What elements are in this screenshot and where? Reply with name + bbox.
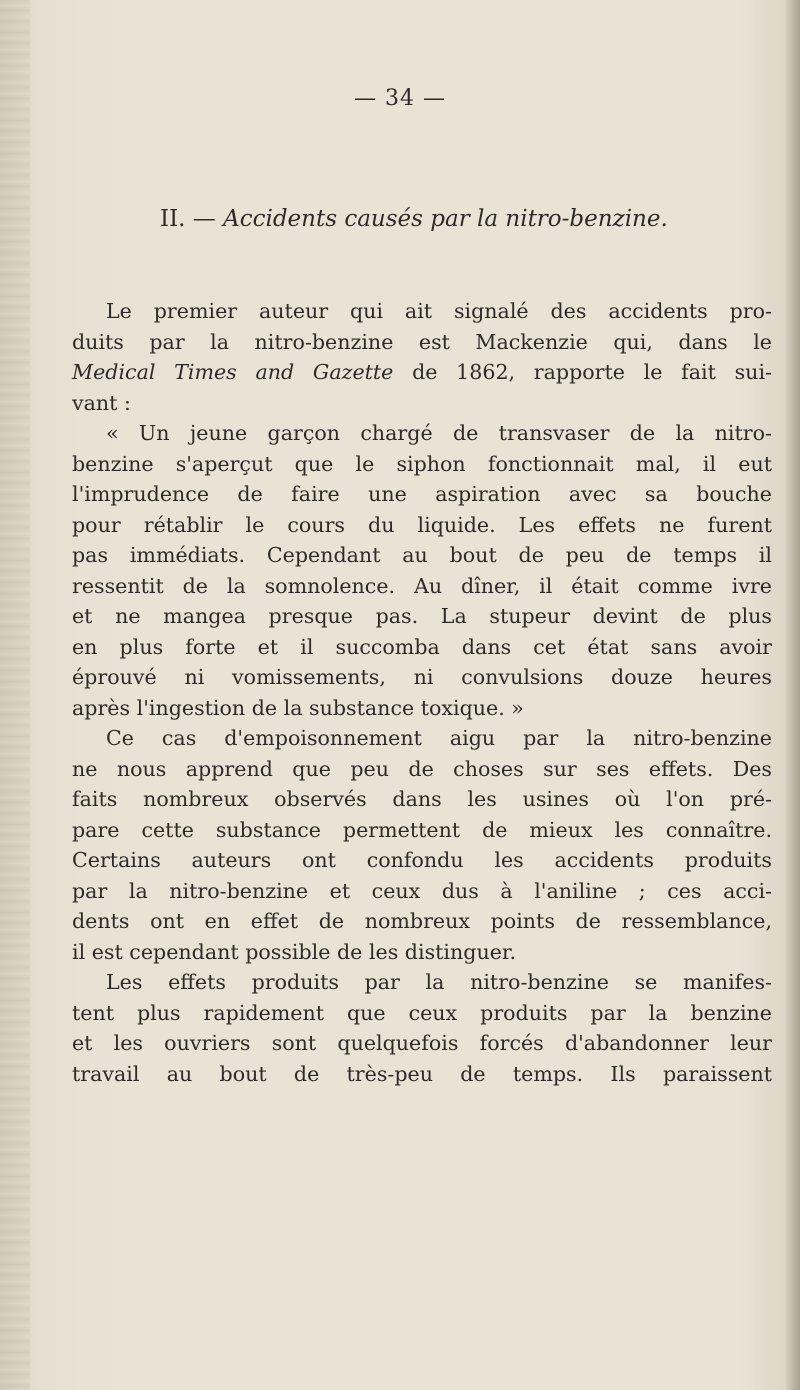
page-binding-shadow: [0, 0, 30, 1390]
text-line: pour rétablir le cours du liquide. Les effets ne furent: [72, 512, 772, 537]
journal-title: Medical Times and Gazette: [72, 360, 394, 384]
text-line: pare cette substance permettent de mieux les connaître.: [72, 817, 772, 842]
page-number: — 34 —: [354, 86, 446, 111]
text-line: Les effets produits par la nitro-benzine se manifes-: [106, 970, 772, 994]
text-line: benzine s'aperçut que le siphon fonctionnait mal, il eut: [72, 451, 772, 476]
text-line: Le premier auteur qui ait signalé des accidents pro-: [106, 299, 772, 323]
text-line: Ce cas d'empoisonnement aigu par la nitro-benzine: [106, 726, 772, 750]
text-line: ressentit de la somnolence. Au dîner, il était comme ivre: [72, 573, 772, 598]
section-title: Accidents causés par la nitro-benzine.: [223, 206, 668, 232]
body-text: [72, 296, 772, 1089]
text-line: dents ont en effet de nombreux points de ressemblance,: [72, 909, 772, 933]
text-line: tent plus rapidement que ceux produits par la benzine: [72, 1000, 772, 1025]
text-line: éprouvé ni vomissements, ni convulsions douze heures: [72, 665, 772, 689]
text-line: ne nous apprend que peu de choses sur ses effets. Des: [72, 756, 772, 781]
text-fragment: de 1862, rapporte le fait sui-: [393, 360, 772, 384]
text-line: il est cependant possible de les distinguer.: [72, 939, 517, 964]
text-line: et ne mangea presque pas. La stupeur devint de plus: [72, 604, 772, 628]
text-line: et les ouvriers sont quelquefois forcés d'abandonner leur: [72, 1031, 772, 1055]
page-edge-shadow: [786, 0, 800, 1390]
text-line: travail au bout de très-peu de temps. Ils paraissent: [72, 1061, 772, 1086]
text-line: vant :: [72, 390, 131, 415]
text-line: l'imprudence de faire une aspiration avec sa bouche: [72, 482, 772, 506]
text-line: après l'ingestion de la substance toxique. »: [72, 695, 524, 720]
text-line: Certains auteurs ont confondu les accidents produits: [72, 848, 772, 872]
text-line: en plus forte et il succomba dans cet état sans avoir: [72, 634, 772, 659]
text-line: par la nitro-benzine et ceux dus à l'aniline ; ces acci-: [72, 878, 772, 903]
text-line: [72, 357, 772, 388]
section-number: II. —: [160, 206, 224, 232]
section-heading: [160, 206, 780, 232]
text-line: « Un jeune garçon chargé de transvaser de la nitro-: [106, 421, 772, 445]
text-line: pas immédiats. Cependant au bout de peu de temps il: [72, 543, 772, 567]
text-line: faits nombreux observés dans les usines où l'on pré-: [72, 787, 772, 811]
text-line: duits par la nitro-benzine est Mackenzie qui, dans le: [72, 329, 772, 354]
